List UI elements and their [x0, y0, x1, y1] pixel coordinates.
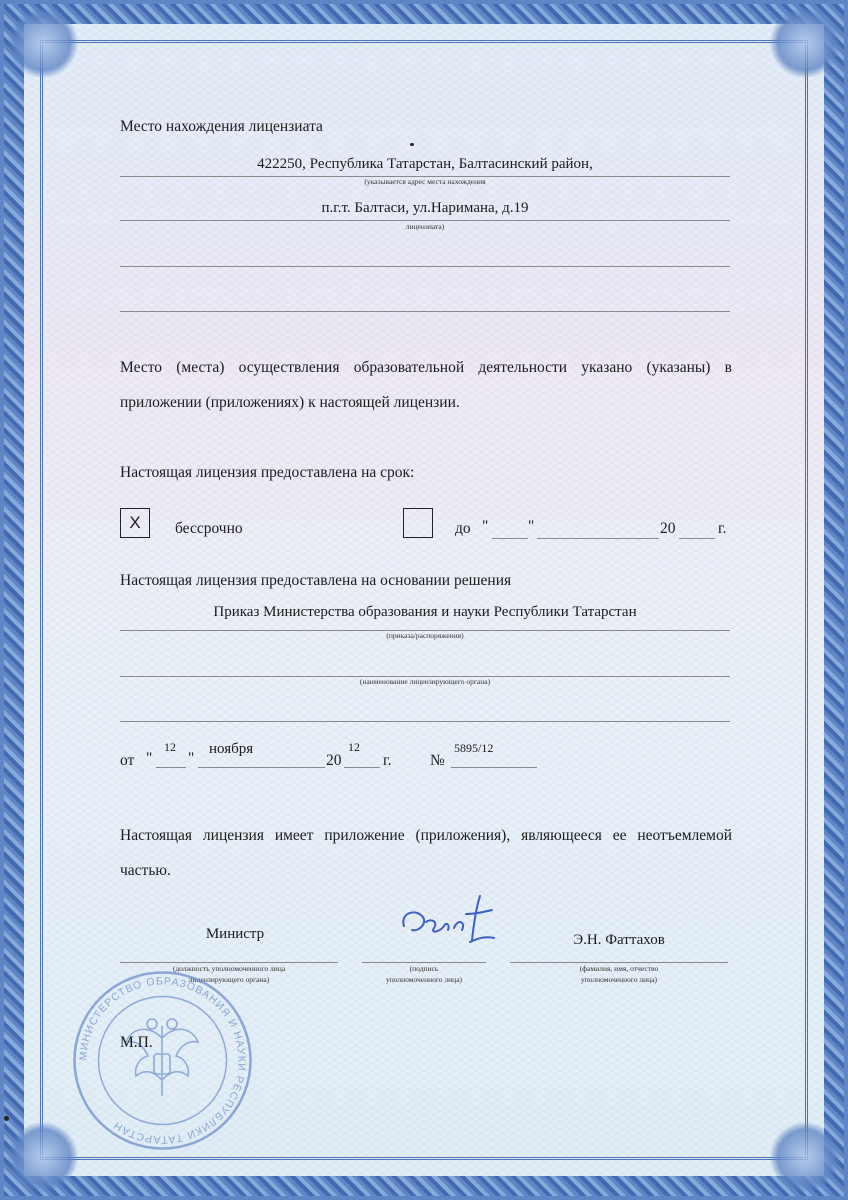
official-seal-image: [70, 968, 255, 1153]
license-number: 5895/12: [454, 741, 494, 755]
address-line-2-rule: [120, 220, 730, 221]
stamp-label: М.П.: [120, 1034, 153, 1051]
name-caption-2: уполномоченного лица): [580, 975, 658, 984]
date-year-suffix: г.: [383, 752, 392, 769]
until-checkbox: [403, 508, 433, 538]
address-line-2: п.г.т. Балтаси, ул.Наримана, д.19: [321, 200, 529, 216]
date-year: 12: [348, 740, 360, 754]
date-open-quote: ": [146, 750, 153, 767]
signature-caption-2: уполномоченного лица): [385, 975, 463, 984]
position-caption-2: лицензирующего органа): [188, 975, 270, 984]
decision-value: Приказ Министерства образования и науки Республики Татарстан: [213, 604, 637, 620]
until-year-suffix: г.: [718, 520, 727, 537]
from-label: от: [120, 752, 135, 769]
license-number-rule: [451, 767, 537, 768]
position-rule: [120, 962, 338, 963]
address-line-4-rule: [120, 311, 730, 312]
organ-rule-2: [120, 721, 730, 722]
address-line-3-rule: [120, 266, 730, 267]
location-label: Место нахождения лицензиата: [120, 118, 323, 135]
seal-text: МИНИСТЕРСТВО ОБРАЗОВАНИЯ И НАУКИ РЕСПУБЛИКИ ТАТАРСТАН: [77, 975, 248, 1146]
corner-ornament-bl: [8, 1122, 78, 1192]
date-month-rule: [198, 767, 325, 768]
signatory-name: Э.Н. Фаттахов: [573, 932, 665, 948]
unlimited-label: бессрочно: [175, 520, 243, 537]
term-label: Настоящая лицензия предоставлена на срок:: [120, 464, 415, 481]
organ-caption: (наименование лицензирующего органа): [359, 677, 491, 686]
date-close-quote: ": [188, 750, 195, 767]
until-prefix: до: [455, 520, 471, 537]
until-close-quote: ": [528, 518, 535, 535]
date-day-rule: [156, 767, 186, 768]
name-caption-1: (фамилия, имя, отчество: [579, 964, 659, 973]
date-year-rule: [344, 767, 380, 768]
until-year-rule: [679, 538, 715, 539]
date-year-prefix: 20: [326, 752, 342, 769]
signature-image: [396, 892, 496, 954]
appendix-text: Настоящая лицензия имеет приложение (приложения), являющееся ее неотъемлемой частью.: [120, 827, 732, 879]
address-caption-2: лицензиата): [405, 222, 445, 231]
eagle-emblem-icon: [126, 1019, 198, 1096]
speck: [410, 143, 414, 146]
speck: [4, 1116, 9, 1121]
activity-place-text: Место (места) осуществления образовательной деятельности указано (указаны) в приложении (приложениях) к настоящей лицензии.: [120, 359, 732, 411]
address-caption-1: (указывается адрес места нахождения: [364, 177, 486, 186]
corner-ornament-tr: [770, 8, 840, 78]
date-day: 12: [164, 740, 176, 754]
corner-ornament-br: [770, 1122, 840, 1192]
name-rule: [510, 962, 728, 963]
until-year-prefix: 20: [660, 520, 676, 537]
signature-rule: [362, 962, 486, 963]
number-sign: №: [430, 752, 445, 769]
until-day-rule: [492, 538, 528, 539]
until-month-rule: [537, 538, 659, 539]
position-caption-1: (должность уполномоченного лица: [172, 964, 286, 973]
date-month: ноября: [209, 741, 254, 757]
unlimited-checkbox: X: [120, 508, 150, 538]
decision-caption: (приказа/распоряжения): [386, 631, 464, 640]
signature-caption-1: (подпись: [409, 964, 439, 973]
corner-ornament-tl: [8, 8, 78, 78]
address-line-1: 422250, Республика Татарстан, Балтасинский район,: [257, 156, 593, 172]
position-value: Министр: [205, 926, 265, 942]
basis-label: Настоящая лицензия предоставлена на основании решения: [120, 572, 512, 589]
until-open-quote: ": [482, 518, 489, 535]
